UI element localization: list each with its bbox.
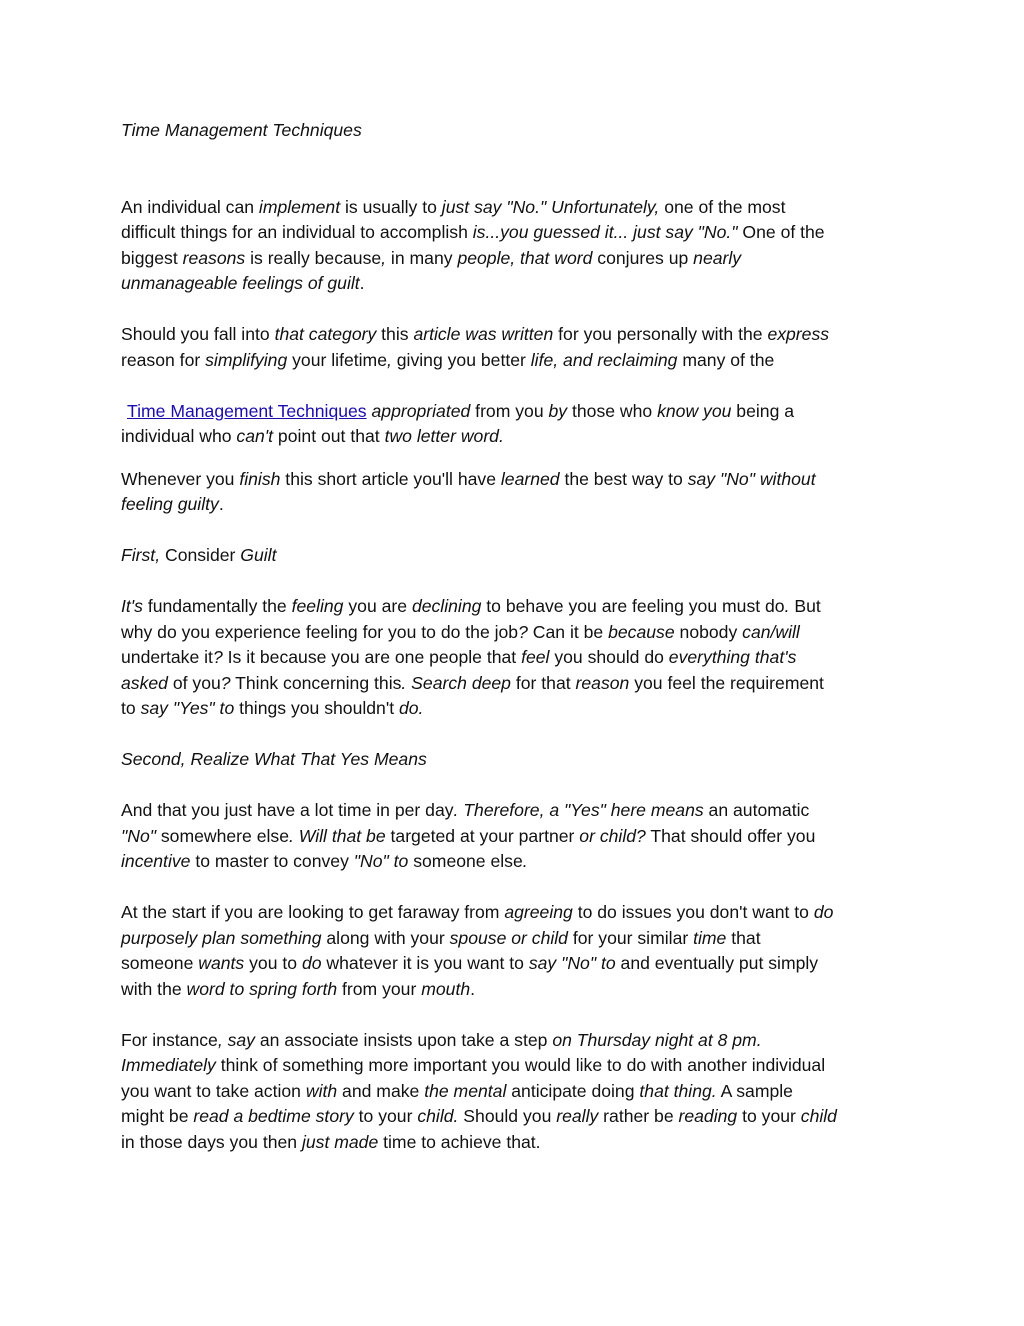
italic-text-run: ? — [518, 621, 528, 642]
italic-text-run: "No" — [121, 825, 156, 846]
italic-text-run: word to spring forth — [186, 978, 338, 999]
text-run: with the — [121, 978, 187, 999]
text-line — [121, 195, 911, 221]
italic-text-run: child — [800, 1106, 837, 1126]
text-run: undertake it — [121, 647, 213, 667]
text-run: individual who — [121, 426, 237, 446]
text-line — [121, 348, 911, 374]
italic-text-run: feeling guilty — [121, 494, 219, 514]
italic-text-run: that category — [274, 324, 377, 344]
italic-text-run: , — [386, 349, 392, 370]
text-run: . — [359, 273, 365, 293]
text-run: for you personally with the — [553, 324, 768, 344]
text-run: you to — [244, 953, 302, 973]
text-run: why do you experience feeling for you to do the job — [121, 621, 519, 642]
italic-text-run: can't — [236, 426, 274, 446]
text-run: to your — [737, 1106, 801, 1126]
paragraph — [121, 747, 911, 773]
text-line — [121, 467, 911, 493]
text-run: and make — [337, 1080, 425, 1101]
italic-text-run: on Thursday night at 8 pm. — [552, 1029, 762, 1050]
text-run: you want to take action — [121, 1080, 306, 1101]
italic-text-run: do — [301, 953, 322, 973]
italic-text-run: "No" to — [353, 851, 409, 871]
italic-text-run: Immediately — [121, 1055, 216, 1075]
italic-text-run: say — [227, 1029, 255, 1050]
text-run: somewhere else — [155, 825, 289, 846]
text-run: rather be — [598, 1106, 679, 1126]
text-run: Should you fall into — [121, 324, 275, 344]
italic-text-run: ? — [212, 647, 223, 667]
text-line — [121, 900, 911, 926]
text-run: in those days you then — [121, 1131, 302, 1152]
italic-text-run: finish — [239, 468, 281, 489]
text-run: nobody — [674, 621, 743, 642]
text-run: and eventually put simply — [615, 953, 819, 973]
italic-text-run: agreeing — [504, 902, 573, 922]
italic-text-run: Guilt — [240, 545, 277, 565]
italic-text-run: really — [556, 1106, 599, 1126]
text-run: is really because — [245, 247, 382, 268]
text-run: one of the most — [659, 196, 786, 217]
italic-text-run: reasons — [182, 247, 246, 268]
italic-text-run: time — [693, 927, 727, 948]
text-line — [121, 926, 911, 952]
document-title-text: Time Management Techniques — [121, 120, 362, 140]
paragraph — [121, 195, 911, 297]
italic-text-run: unmanageable feelings of guilt — [121, 273, 360, 293]
italic-text-run: article was written — [413, 324, 554, 344]
paragraph — [121, 399, 911, 450]
text-run: Whenever you — [121, 468, 240, 489]
text-line — [121, 696, 911, 722]
italic-text-run: or child? — [579, 825, 646, 846]
text-line — [121, 1053, 911, 1079]
text-run: many of the — [677, 349, 775, 370]
text-run: to master to convey — [190, 851, 354, 871]
text-line — [121, 671, 911, 697]
text-run: At the start if you are looking to get faraway from — [121, 902, 505, 922]
text-run: A sample — [716, 1080, 793, 1101]
text-run: your lifetime — [287, 349, 387, 370]
italic-text-run: . Will that be — [288, 825, 386, 846]
italic-text-run: child. — [417, 1106, 459, 1126]
italic-text-run: feeling — [291, 596, 344, 616]
paragraph — [121, 1028, 911, 1156]
text-run: along with your — [321, 927, 450, 948]
text-run: But — [789, 596, 821, 616]
italic-text-run: just say "No." Unfortunately, — [441, 196, 660, 217]
text-run: from you — [470, 400, 549, 421]
text-run: this short article you'll have — [280, 468, 501, 489]
italic-text-run: know you — [657, 400, 732, 421]
text-run: time to achieve that. — [378, 1131, 541, 1152]
italic-text-run: say "Yes" to — [140, 698, 235, 718]
text-run: you are — [343, 596, 412, 616]
text-run: An individual can — [121, 196, 259, 217]
text-run: to — [121, 698, 141, 718]
italic-text-run: declining — [411, 596, 482, 616]
italic-text-run: with — [305, 1080, 338, 1101]
text-run: whatever it is you want to — [321, 953, 529, 973]
paragraph — [121, 543, 911, 569]
italic-text-run: learned — [500, 468, 560, 489]
text-run: Can it be — [527, 621, 609, 642]
text-run: Is it because you are one people that — [222, 647, 522, 667]
italic-text-run: nearly — [693, 247, 742, 268]
italic-text-run: . Search deep — [401, 672, 511, 693]
document-body — [121, 195, 911, 1156]
document-page — [121, 118, 911, 1181]
italic-text-run: Second, Realize What That Yes Means — [121, 749, 427, 769]
text-run: point out that — [273, 426, 385, 446]
text-line — [121, 1104, 911, 1130]
text-run: And that you just have a lot time in per day — [121, 800, 454, 820]
text-run: anticipate doing — [506, 1080, 640, 1101]
italic-text-run: simplifying — [205, 349, 288, 370]
italic-text-run: just made — [301, 1131, 379, 1152]
text-run: conjures up — [592, 247, 694, 268]
italic-text-run: people, that word — [457, 247, 593, 268]
text-run: you feel the requirement — [629, 672, 824, 693]
text-run: Think concerning this — [230, 672, 402, 693]
italic-text-run: feel — [521, 647, 550, 667]
text-run: fundamentally the — [142, 596, 292, 616]
italic-text-run: implement — [258, 196, 341, 217]
text-run: the best way to — [559, 468, 688, 489]
text-run: biggest — [121, 247, 183, 268]
text-line — [121, 246, 911, 272]
text-run: that — [726, 927, 761, 948]
italic-text-run: mouth — [421, 978, 471, 999]
text-run: of you — [167, 672, 221, 693]
text-line — [121, 645, 911, 671]
text-run: someone — [121, 953, 199, 973]
text-run: . — [470, 978, 476, 999]
italic-text-run: asked — [121, 672, 168, 693]
text-run: Consider — [160, 545, 241, 565]
text-run: Should you — [458, 1106, 557, 1126]
text-run: is usually to — [340, 196, 442, 217]
text-line — [121, 977, 911, 1003]
text-line — [121, 620, 911, 646]
text-line — [121, 798, 911, 824]
italic-text-run: . — [522, 851, 528, 871]
italic-text-run: express — [767, 324, 830, 344]
text-run: being a — [731, 400, 795, 421]
text-run: an associate insists upon take a step — [254, 1029, 553, 1050]
italic-text-run: is...you guessed it... just say "No." — [472, 222, 738, 242]
text-run: things you shouldn't — [234, 698, 399, 718]
text-run: to behave you are feeling you must do — [481, 596, 785, 616]
paragraph — [121, 322, 911, 373]
text-run: to your — [353, 1106, 418, 1126]
text-line — [121, 424, 911, 450]
italic-text-run: say "No" without — [687, 468, 816, 489]
italic-text-run: life, and reclaiming — [530, 349, 678, 370]
italic-text-run: do. — [398, 698, 424, 718]
italic-text-run: read a bedtime story — [193, 1106, 354, 1126]
text-line — [121, 747, 911, 773]
paragraph — [121, 798, 911, 875]
italic-text-run: ? — [220, 672, 231, 693]
text-run: giving you better — [391, 349, 531, 370]
italic-text-run: wants — [198, 953, 245, 973]
text-run: this — [376, 324, 414, 344]
text-line — [121, 322, 911, 348]
paragraph — [121, 900, 911, 1002]
italic-text-run: by — [548, 400, 568, 421]
text-run: . — [218, 494, 224, 514]
italic-text-run: two letter word. — [384, 426, 504, 446]
text-run: an automatic — [703, 800, 810, 820]
italic-text-run: because — [608, 621, 675, 642]
text-line — [121, 399, 911, 425]
text-line — [121, 220, 911, 246]
text-run: from your — [337, 978, 422, 999]
italic-text-run: can/will — [742, 621, 800, 642]
paragraph — [121, 467, 911, 518]
italic-text-run: First, — [121, 545, 161, 565]
text-run: someone else — [408, 851, 523, 871]
italic-text-run: reason — [575, 672, 630, 693]
text-line — [121, 492, 911, 518]
text-run: difficult things for an individual to accomplish — [121, 222, 473, 242]
paragraph — [121, 594, 911, 722]
italic-text-run: . — [784, 596, 790, 616]
italic-text-run: incentive — [121, 851, 191, 871]
italic-text-run: , — [381, 247, 387, 268]
text-run: think of something more important you would like to do with another individual — [215, 1055, 826, 1075]
text-run: For instance — [121, 1029, 218, 1050]
italic-text-run: the mental — [424, 1080, 507, 1101]
italic-text-run: spouse or child — [449, 927, 568, 948]
text-line — [121, 594, 911, 620]
text-run: reason for — [121, 349, 206, 370]
text-line — [121, 951, 911, 977]
text-line — [121, 271, 911, 297]
text-line — [121, 1130, 911, 1156]
italic-text-run: say "No" to — [528, 953, 616, 973]
text-run: to do issues you don't want to — [572, 902, 814, 922]
italic-text-run: purposely plan something — [121, 927, 322, 948]
italic-text-run: , — [217, 1029, 223, 1050]
italic-text-run: . Therefore, a "Yes" here means — [453, 800, 704, 820]
italic-text-run: that thing. — [639, 1080, 717, 1101]
text-run: That should offer you — [645, 825, 816, 846]
text-run: for your similar — [567, 927, 694, 948]
text-run: in many — [386, 247, 458, 268]
italic-text-run: appropriated — [371, 400, 471, 421]
italic-text-run: reading — [678, 1106, 738, 1126]
italic-text-run: everything that's — [668, 647, 797, 667]
text-run: targeted at your partner — [385, 825, 580, 846]
inline-link[interactable]: Time Management Techniques — [127, 400, 367, 421]
text-line — [121, 1028, 911, 1054]
text-run: those who — [567, 400, 658, 421]
text-line — [121, 824, 911, 850]
document-title — [121, 118, 911, 144]
text-run: might be — [121, 1106, 194, 1126]
text-run: One of the — [737, 222, 825, 242]
italic-text-run: It's — [121, 596, 143, 616]
text-line — [121, 1079, 911, 1105]
text-line — [121, 543, 911, 569]
text-run: for that — [510, 672, 576, 693]
text-run: you should do — [549, 647, 669, 667]
text-line — [121, 849, 911, 875]
italic-text-run: do — [813, 902, 834, 922]
